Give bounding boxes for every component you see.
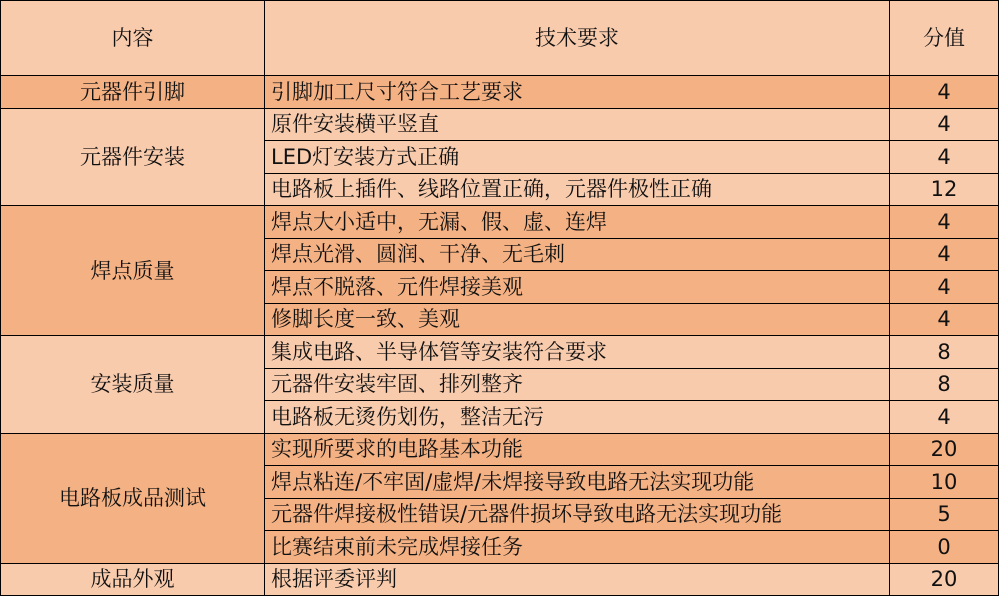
score-cell: 4 <box>890 303 999 336</box>
score-cell: 8 <box>890 336 999 369</box>
group-label: 电路板成品测试 <box>1 433 265 563</box>
score-cell: 4 <box>890 238 999 271</box>
requirement-cell: 焊点大小适中，无漏、假、虚、连焊 <box>265 206 890 239</box>
requirement-cell: LED灯安装方式正确 <box>265 141 890 174</box>
requirement-cell: 集成电路、半导体管等安装符合要求 <box>265 336 890 369</box>
score-cell: 4 <box>890 76 999 109</box>
score-cell: 8 <box>890 368 999 401</box>
table-body <box>1 76 999 596</box>
score-cell: 20 <box>890 563 999 596</box>
group-label: 焊点质量 <box>1 206 265 336</box>
score-cell: 4 <box>890 108 999 141</box>
header-score: 分值 <box>890 1 999 76</box>
requirement-cell: 焊点不脱落、元件焊接美观 <box>265 271 890 304</box>
requirement-cell: 实现所要求的电路基本功能 <box>265 433 890 466</box>
requirement-cell: 根据评委评判 <box>265 563 890 596</box>
group-label: 安装质量 <box>1 336 265 434</box>
table-row <box>1 433 999 466</box>
table-row <box>1 336 999 369</box>
header-row <box>1 1 999 76</box>
table-row <box>1 206 999 239</box>
header-requirement: 技术要求 <box>265 1 890 76</box>
requirement-cell: 修脚长度一致、美观 <box>265 303 890 336</box>
requirement-cell: 焊点粘连/不牢固/虚焊/未焊接导致电路无法实现功能 <box>265 466 890 499</box>
table-row <box>1 108 999 141</box>
requirement-cell: 比赛结束前未完成焊接任务 <box>265 531 890 564</box>
header-content: 内容 <box>1 1 265 76</box>
score-cell: 12 <box>890 173 999 206</box>
score-cell: 4 <box>890 206 999 239</box>
requirement-cell: 电路板无烫伤划伤，整洁无污 <box>265 401 890 434</box>
score-cell: 4 <box>890 141 999 174</box>
table-row <box>1 76 999 109</box>
group-label: 元器件安装 <box>1 108 265 206</box>
score-cell: 10 <box>890 466 999 499</box>
requirement-cell: 焊点光滑、圆润、干净、无毛刺 <box>265 238 890 271</box>
table-row <box>1 563 999 596</box>
score-cell: 0 <box>890 531 999 564</box>
group-label: 成品外观 <box>1 563 265 596</box>
requirement-cell: 原件安装横平竖直 <box>265 108 890 141</box>
group-label: 元器件引脚 <box>1 76 265 109</box>
score-cell: 4 <box>890 271 999 304</box>
score-cell: 4 <box>890 401 999 434</box>
requirement-cell: 元器件安装牢固、排列整齐 <box>265 368 890 401</box>
requirement-cell: 电路板上插件、线路位置正确，元器件极性正确 <box>265 173 890 206</box>
requirement-cell: 元器件焊接极性错误/元器件损坏导致电路无法实现功能 <box>265 498 890 531</box>
score-cell: 5 <box>890 498 999 531</box>
score-cell: 20 <box>890 433 999 466</box>
requirement-cell: 引脚加工尺寸符合工艺要求 <box>265 76 890 109</box>
